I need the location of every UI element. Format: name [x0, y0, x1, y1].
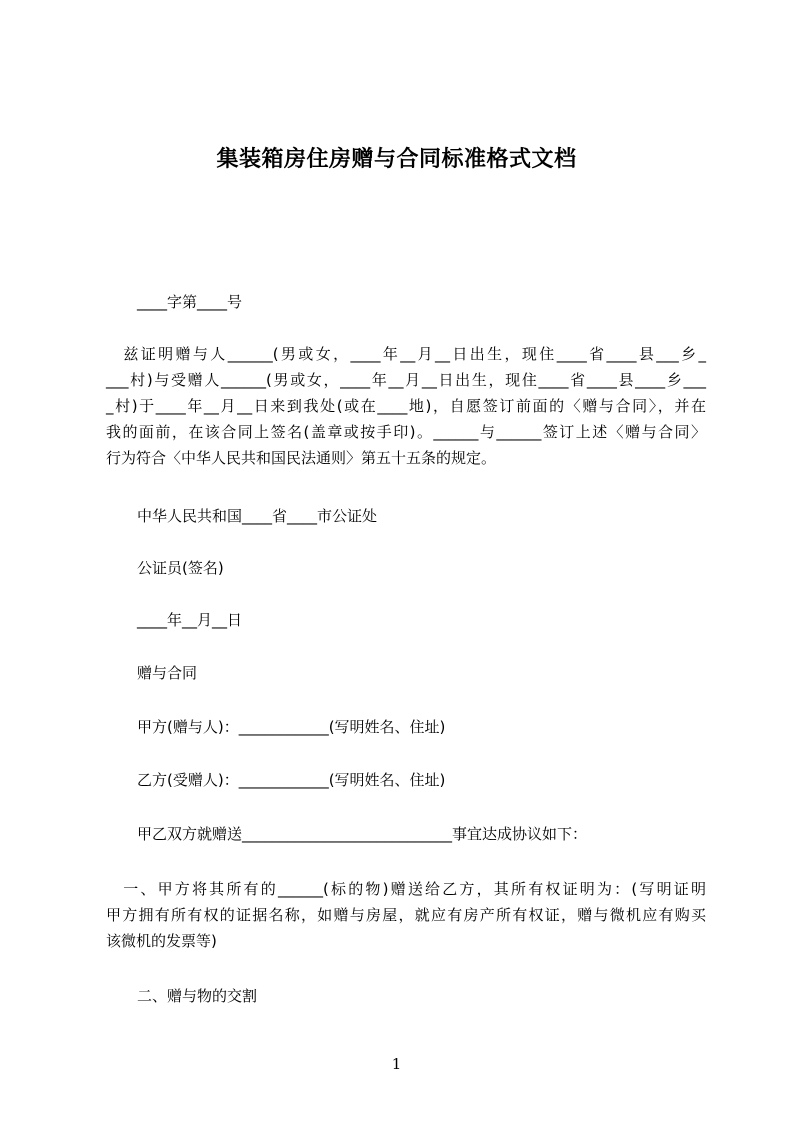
clause-1-line: 该微机的发票等) — [106, 932, 217, 950]
party-a: 甲方(赠与人)：____________(写明姓名、住址) — [137, 718, 446, 736]
notary-office: 中华人民共和国____省____市公证处 — [137, 507, 378, 525]
clause-1 — [106, 876, 706, 954]
page-number: 1 — [391, 1055, 402, 1073]
certification-line: ___村)与受赠人______(男或女，____年__月__日出生，现住____省____县____乡___ — [106, 371, 706, 389]
document-number: ____字第____号 — [137, 293, 243, 311]
notary-date: ____年__月__日 — [137, 611, 243, 629]
notary-signature: 公证员(签名) — [137, 559, 224, 577]
certification-line: 我的面前，在该合同上签名(盖章或按手印)。______与______签订上述〈赠与合同〉 — [106, 423, 706, 441]
certification-line: _村)于____年__月__日来到我处(或在____地)，自愿签订前面的〈赠与合同〉，并在 — [106, 397, 706, 415]
document-title: 集装箱房住房赠与合同标准格式文档 — [216, 147, 577, 172]
party-b: 乙方(受赠人)：____________(写明姓名、住址) — [137, 771, 446, 789]
agreement-intro: 甲乙双方就赠送____________________________事宜达成协议如下： — [137, 825, 588, 843]
certification-paragraph — [106, 341, 706, 471]
clause-2: 二、赠与物的交割 — [137, 987, 258, 1005]
contract-heading: 赠与合同 — [137, 664, 198, 682]
clause-1-line: 甲方拥有所有权的证据名称，如赠与房屋，就应有房产所有权证，赠与微机应有购买 — [106, 906, 706, 924]
certification-line: 行为符合〈中华人民共和国民法通则〉第五十五条的规定。 — [106, 449, 497, 467]
certification-line: 兹证明赠与人______(男或女，____年__月__日出生，现住____省____县___乡_ — [106, 345, 706, 363]
clause-1-line: 一、甲方将其所有的______(标的物)赠送给乙方，其所有权证明为：(写明证明 — [106, 880, 706, 898]
